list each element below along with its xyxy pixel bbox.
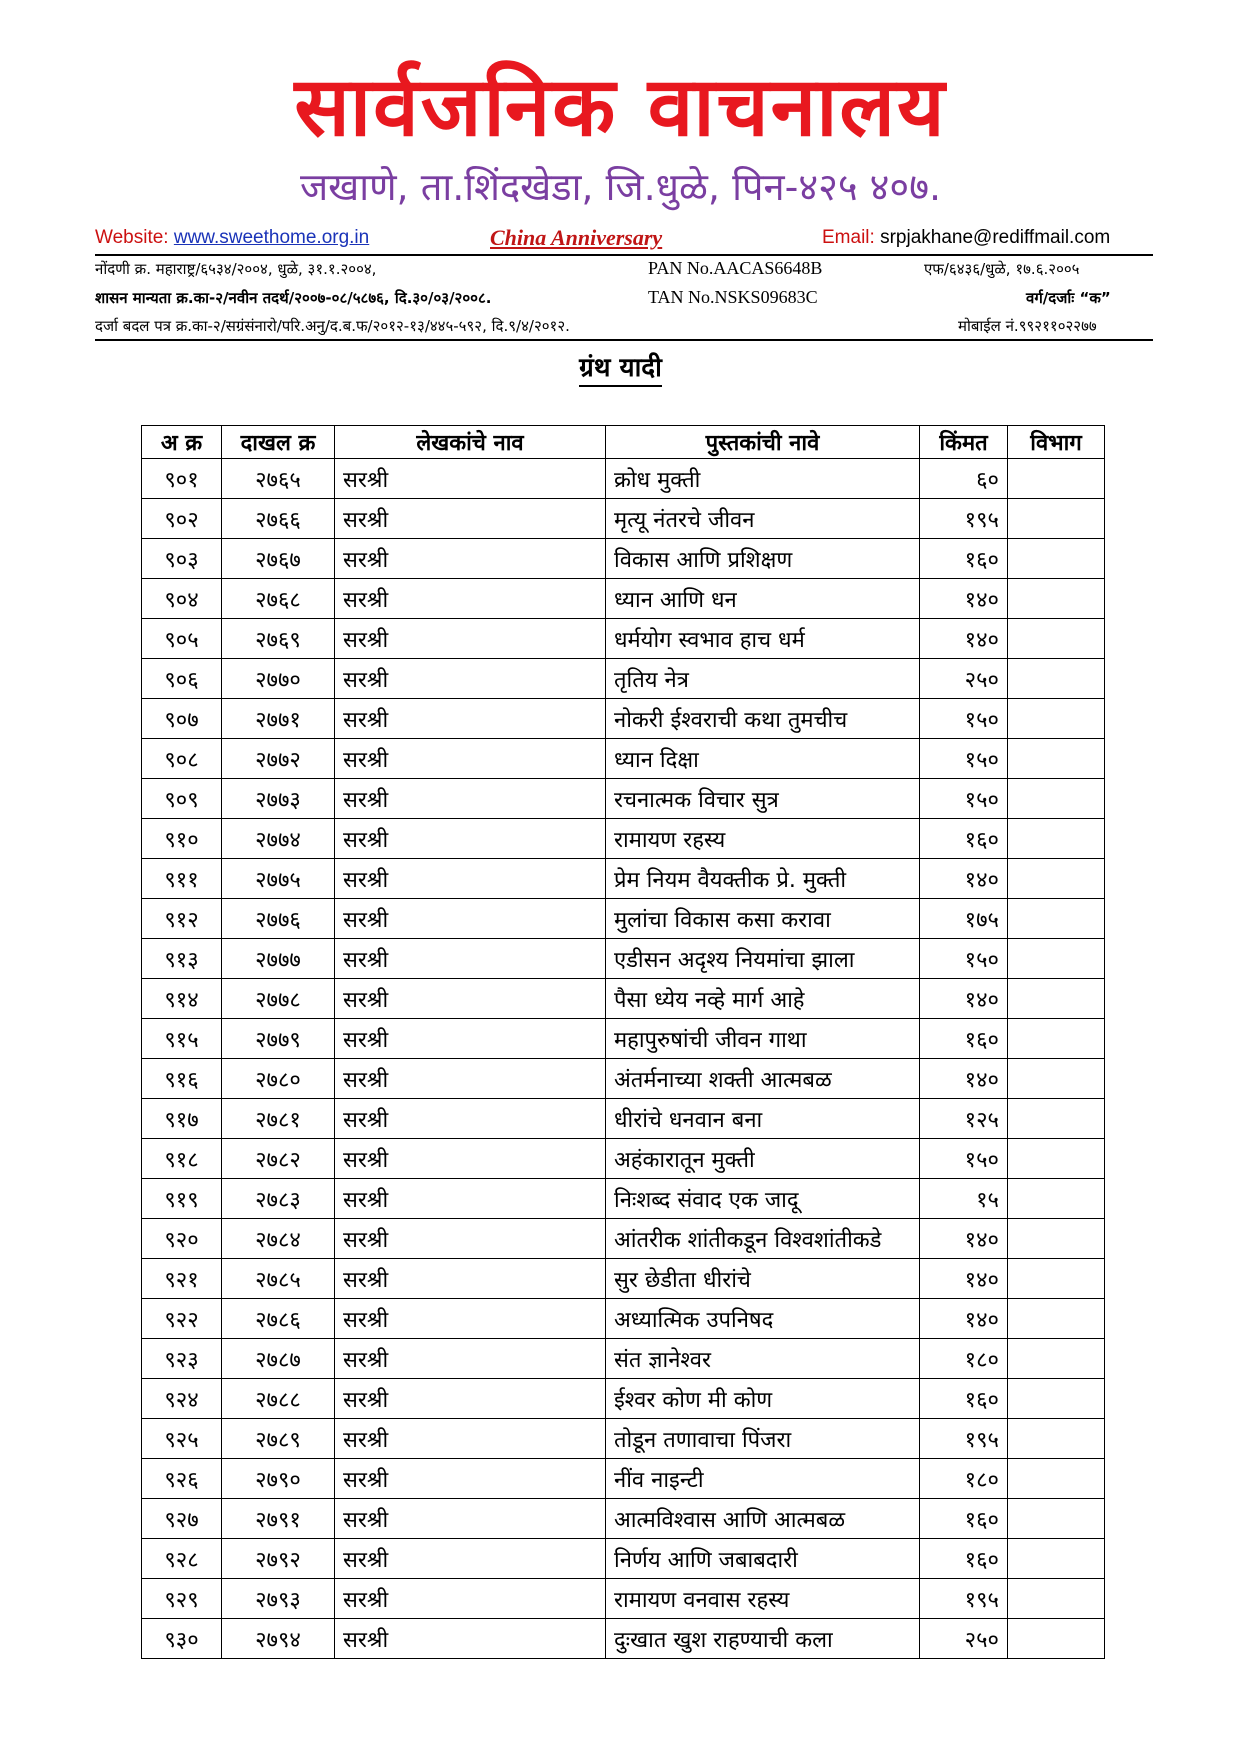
- registration-date-ref: एफ/६४३६/धुळे, १७.६.२००५: [924, 260, 1080, 278]
- cell-book-title: संत ज्ञानेश्वर: [606, 1339, 920, 1379]
- table-row: [142, 1219, 1105, 1259]
- cell-accession: २७६६: [222, 499, 335, 539]
- cell-accession: २७७८: [222, 979, 335, 1019]
- cell-serial: ९२६: [142, 1459, 222, 1499]
- cell-serial: ९२५: [142, 1419, 222, 1459]
- cell-accession: २७९०: [222, 1459, 335, 1499]
- cell-section: [1008, 659, 1105, 699]
- cell-serial: ९०५: [142, 619, 222, 659]
- email-label: Email:: [822, 227, 875, 248]
- cell-serial: ९०६: [142, 659, 222, 699]
- cell-section: [1008, 619, 1105, 659]
- pan-number: PAN No.AACAS6648B: [648, 258, 823, 278]
- table-row: [142, 739, 1105, 779]
- table-row: [142, 1019, 1105, 1059]
- cell-section: [1008, 899, 1105, 939]
- table-body: [142, 459, 1105, 1659]
- cell-section: [1008, 1019, 1105, 1059]
- cell-section: [1008, 939, 1105, 979]
- col-header-accession: दाखल क्र: [222, 426, 335, 459]
- mobile-number: मोबाईल नं.९९२११०२२७७: [958, 317, 1097, 335]
- cell-serial: ९२३: [142, 1339, 222, 1379]
- cell-book-title: रचनात्मक विचार सुत्र: [606, 779, 920, 819]
- cell-price: १९५: [920, 499, 1008, 539]
- cell-author: सरश्री: [335, 939, 606, 979]
- cell-section: [1008, 819, 1105, 859]
- cell-author: सरश्री: [335, 1259, 606, 1299]
- cell-book-title: एडीसन अदृश्य नियमांचा झाला: [606, 939, 920, 979]
- cell-serial: ९१८: [142, 1139, 222, 1179]
- book-list-table: [141, 425, 1105, 1659]
- cell-accession: २७९३: [222, 1579, 335, 1619]
- cell-price: १६०: [920, 1379, 1008, 1419]
- cell-author: सरश्री: [335, 899, 606, 939]
- cell-section: [1008, 1299, 1105, 1339]
- cell-book-title: आंतरीक शांतीकडून विश्वशांतीकडे: [606, 1219, 920, 1259]
- table-row: [142, 1179, 1105, 1219]
- cell-serial: ९०२: [142, 499, 222, 539]
- cell-section: [1008, 499, 1105, 539]
- cell-serial: ९२७: [142, 1499, 222, 1539]
- cell-section: [1008, 1499, 1105, 1539]
- cell-book-title: मृत्यू नंतरचे जीवन: [606, 499, 920, 539]
- cell-book-title: महापुरुषांची जीवन गाथा: [606, 1019, 920, 1059]
- cell-accession: २७७४: [222, 819, 335, 859]
- cell-serial: ९१७: [142, 1099, 222, 1139]
- cell-price: २५०: [920, 659, 1008, 699]
- cell-section: [1008, 1059, 1105, 1099]
- book-list-heading-text: ग्रंथ यादी: [579, 353, 662, 387]
- col-header-serial: अ क्र: [142, 426, 222, 459]
- cell-author: सरश्री: [335, 1619, 606, 1659]
- cell-accession: २७८६: [222, 1299, 335, 1339]
- cell-section: [1008, 1619, 1105, 1659]
- cell-section: [1008, 1139, 1105, 1179]
- cell-accession: २७८५: [222, 1259, 335, 1299]
- cell-author: सरश्री: [335, 579, 606, 619]
- cell-section: [1008, 1379, 1105, 1419]
- email-block: [822, 226, 1110, 250]
- cell-author: सरश्री: [335, 979, 606, 1019]
- cell-author: सरश्री: [335, 1419, 606, 1459]
- cell-author: सरश्री: [335, 1299, 606, 1339]
- table-row: [142, 1459, 1105, 1499]
- cell-serial: ९१०: [142, 819, 222, 859]
- col-header-price: किंमत: [920, 426, 1008, 459]
- cell-price: १८०: [920, 1339, 1008, 1379]
- cell-book-title: पैसा ध्येय नव्हे मार्ग आहे: [606, 979, 920, 1019]
- website-link[interactable]: www.sweethome.org.in: [173, 227, 370, 248]
- cell-author: सरश्री: [335, 1379, 606, 1419]
- cell-section: [1008, 699, 1105, 739]
- cell-serial: ९१५: [142, 1019, 222, 1059]
- cell-price: १४०: [920, 1299, 1008, 1339]
- cell-accession: २७७१: [222, 699, 335, 739]
- cell-accession: २७७२: [222, 739, 335, 779]
- cell-serial: ९१६: [142, 1059, 222, 1099]
- cell-book-title: तृतिय नेत्र: [606, 659, 920, 699]
- cell-accession: २७८०: [222, 1059, 335, 1099]
- cell-serial: ९२२: [142, 1299, 222, 1339]
- cell-accession: २७९१: [222, 1499, 335, 1539]
- table-row: [142, 1379, 1105, 1419]
- cell-serial: ९२९: [142, 1579, 222, 1619]
- cell-author: सरश्री: [335, 1219, 606, 1259]
- cell-book-title: रामायण रहस्य: [606, 819, 920, 859]
- cell-accession: २७८२: [222, 1139, 335, 1179]
- cell-accession: २७७०: [222, 659, 335, 699]
- book-list-heading: [0, 350, 1241, 386]
- cell-accession: २७७३: [222, 779, 335, 819]
- cell-price: १६०: [920, 819, 1008, 859]
- cell-author: सरश्री: [335, 739, 606, 779]
- cell-price: १४०: [920, 1059, 1008, 1099]
- cell-serial: ९०९: [142, 779, 222, 819]
- cell-author: सरश्री: [335, 1139, 606, 1179]
- col-header-author: लेखकांचे नाव: [335, 426, 606, 459]
- cell-accession: २७७६: [222, 899, 335, 939]
- cell-book-title: तोडून तणावाचा पिंजरा: [606, 1419, 920, 1459]
- cell-book-title: अहंकारातून मुक्ती: [606, 1139, 920, 1179]
- cell-book-title: धीरांचे धनवान बना: [606, 1099, 920, 1139]
- cell-author: सरश्री: [335, 1579, 606, 1619]
- cell-price: १५०: [920, 699, 1008, 739]
- cell-book-title: क्रोध मुक्ती: [606, 459, 920, 499]
- cell-author: सरश्री: [335, 1099, 606, 1139]
- cell-book-title: ध्यान आणि धन: [606, 579, 920, 619]
- cell-book-title: प्रेम नियम वैयक्तीक प्रे. मुक्ती: [606, 859, 920, 899]
- cell-serial: ९१३: [142, 939, 222, 979]
- cell-section: [1008, 1219, 1105, 1259]
- cell-book-title: निःशब्द संवाद एक जादू: [606, 1179, 920, 1219]
- cell-book-title: नींव नाइन्टी: [606, 1459, 920, 1499]
- table-row: [142, 539, 1105, 579]
- cell-section: [1008, 739, 1105, 779]
- table-row: [142, 1299, 1105, 1339]
- cell-accession: २७७५: [222, 859, 335, 899]
- cell-section: [1008, 1339, 1105, 1379]
- table-row: [142, 899, 1105, 939]
- table-row: [142, 859, 1105, 899]
- cell-serial: ९२८: [142, 1539, 222, 1579]
- cell-accession: २७८३: [222, 1179, 335, 1219]
- bottom-divider: [95, 339, 1153, 341]
- table-row: [142, 1419, 1105, 1459]
- cell-serial: ९२४: [142, 1379, 222, 1419]
- cell-section: [1008, 1459, 1105, 1499]
- anniversary-text: China Anniversary: [490, 225, 663, 250]
- cell-serial: ९०८: [142, 739, 222, 779]
- cell-author: सरश्री: [335, 859, 606, 899]
- cell-author: सरश्री: [335, 1539, 606, 1579]
- cell-accession: २७७७: [222, 939, 335, 979]
- cell-book-title: अध्यात्मिक उपनिषद: [606, 1299, 920, 1339]
- table-row: [142, 659, 1105, 699]
- col-header-section: विभाग: [1008, 426, 1105, 459]
- cell-section: [1008, 1179, 1105, 1219]
- cell-accession: २७८४: [222, 1219, 335, 1259]
- cell-price: १४०: [920, 859, 1008, 899]
- cell-author: सरश्री: [335, 499, 606, 539]
- website-block: [95, 226, 369, 250]
- cell-price: १५०: [920, 939, 1008, 979]
- library-title: सार्वजनिक वाचनालय: [294, 60, 947, 155]
- cell-accession: २७९२: [222, 1539, 335, 1579]
- col-header-book: पुस्तकांची नावे: [606, 426, 920, 459]
- cell-author: सरश्री: [335, 819, 606, 859]
- cell-section: [1008, 979, 1105, 1019]
- cell-serial: ९३०: [142, 1619, 222, 1659]
- cell-price: २५०: [920, 1619, 1008, 1659]
- cell-author: सरश्री: [335, 699, 606, 739]
- table-row: [142, 499, 1105, 539]
- cell-author: सरश्री: [335, 779, 606, 819]
- cell-price: १६०: [920, 539, 1008, 579]
- cell-author: सरश्री: [335, 1019, 606, 1059]
- cell-book-title: रामायण वनवास रहस्य: [606, 1579, 920, 1619]
- cell-serial: ९२०: [142, 1219, 222, 1259]
- cell-author: सरश्री: [335, 539, 606, 579]
- cell-price: १४०: [920, 1219, 1008, 1259]
- library-address: जखाणे, ता.शिंदखेडा, जि.धुळे, पिन-४२५ ४०७.: [299, 165, 942, 209]
- cell-book-title: अंतर्मनाच्या शक्ती आत्मबळ: [606, 1059, 920, 1099]
- cell-author: सरश्री: [335, 659, 606, 699]
- cell-accession: २७९४: [222, 1619, 335, 1659]
- cell-section: [1008, 459, 1105, 499]
- cell-section: [1008, 1259, 1105, 1299]
- cell-accession: २७८१: [222, 1099, 335, 1139]
- cell-book-title: सुर छेडीता धीरांचे: [606, 1259, 920, 1299]
- cell-section: [1008, 1419, 1105, 1459]
- cell-author: सरश्री: [335, 1179, 606, 1219]
- cell-author: सरश्री: [335, 1499, 606, 1539]
- cell-price: १९५: [920, 1579, 1008, 1619]
- cell-book-title: दुःखात खुश राहण्याची कला: [606, 1619, 920, 1659]
- cell-section: [1008, 539, 1105, 579]
- top-divider: [95, 254, 1153, 256]
- cell-book-title: नोकरी ईश्वराची कथा तुमचीच: [606, 699, 920, 739]
- table-row: [142, 1059, 1105, 1099]
- cell-price: १४०: [920, 979, 1008, 1019]
- cell-price: १६०: [920, 1539, 1008, 1579]
- table-row: [142, 459, 1105, 499]
- cell-accession: २७८९: [222, 1419, 335, 1459]
- cell-author: सरश्री: [335, 619, 606, 659]
- cell-accession: २७८८: [222, 1379, 335, 1419]
- email-value: srpjakhane@rediffmail.com: [880, 227, 1111, 248]
- cell-serial: ९१९: [142, 1179, 222, 1219]
- cell-serial: ९११: [142, 859, 222, 899]
- tan-number: TAN No.NSKS09683C: [648, 287, 818, 307]
- cell-price: १४०: [920, 579, 1008, 619]
- cell-serial: ९०४: [142, 579, 222, 619]
- cell-price: १४०: [920, 619, 1008, 659]
- table-row: [142, 979, 1105, 1019]
- grade-change-letter: दर्जा बदल पत्र क्र.का-२/सग्रंसंनारो/परि.अनु/द.ब.फ/२०१२-१३/४४५-५९२, दि.९/४/२०१२.: [95, 317, 570, 335]
- cell-price: १९५: [920, 1419, 1008, 1459]
- table-row: [142, 1139, 1105, 1179]
- cell-author: सरश्री: [335, 1059, 606, 1099]
- cell-serial: ९२१: [142, 1259, 222, 1299]
- cell-serial: ९१२: [142, 899, 222, 939]
- govt-recognition: शासन मान्यता क्र.का-२/नवीन तदर्थ/२००७-०८/५८७६, दि.३०/०३/२००८.: [95, 289, 492, 307]
- table-row: [142, 779, 1105, 819]
- website-label: Website:: [95, 227, 169, 248]
- table-row: [142, 1539, 1105, 1579]
- cell-section: [1008, 579, 1105, 619]
- cell-accession: २७७९: [222, 1019, 335, 1059]
- cell-book-title: मुलांचा विकास कसा करावा: [606, 899, 920, 939]
- cell-accession: २७६८: [222, 579, 335, 619]
- cell-price: १४०: [920, 1259, 1008, 1299]
- cell-book-title: निर्णय आणि जबाबदारी: [606, 1539, 920, 1579]
- cell-price: १७५: [920, 899, 1008, 939]
- table-row: [142, 699, 1105, 739]
- cell-author: सरश्री: [335, 1459, 606, 1499]
- cell-serial: ९१४: [142, 979, 222, 1019]
- cell-accession: २७६७: [222, 539, 335, 579]
- cell-section: [1008, 779, 1105, 819]
- cell-price: १६०: [920, 1499, 1008, 1539]
- cell-price: ६०: [920, 459, 1008, 499]
- grade-class: वर्ग/दर्जाः “क”: [1026, 289, 1111, 307]
- table-row: [142, 1619, 1105, 1659]
- cell-price: १५०: [920, 739, 1008, 779]
- table-header-row: [142, 426, 1105, 459]
- cell-book-title: धर्मयोग स्वभाव हाच धर्म: [606, 619, 920, 659]
- table-row: [142, 1579, 1105, 1619]
- cell-price: १२५: [920, 1099, 1008, 1139]
- registration-number: नोंदणी क्र. महाराष्ट्र/६५३४/२००४, धुळे, ३१.१.२००४,: [95, 260, 377, 278]
- cell-price: १५०: [920, 779, 1008, 819]
- table-row: [142, 1339, 1105, 1379]
- cell-book-title: ईश्वर कोण मी कोण: [606, 1379, 920, 1419]
- cell-serial: ९०३: [142, 539, 222, 579]
- table-row: [142, 579, 1105, 619]
- cell-section: [1008, 1539, 1105, 1579]
- table-row: [142, 1259, 1105, 1299]
- cell-serial: ९०७: [142, 699, 222, 739]
- cell-author: सरश्री: [335, 1339, 606, 1379]
- cell-price: १८०: [920, 1459, 1008, 1499]
- cell-accession: २७८७: [222, 1339, 335, 1379]
- cell-price: १६०: [920, 1019, 1008, 1059]
- cell-book-title: विकास आणि प्रशिक्षण: [606, 539, 920, 579]
- cell-serial: ९०१: [142, 459, 222, 499]
- cell-book-title: ध्यान दिक्षा: [606, 739, 920, 779]
- cell-section: [1008, 1099, 1105, 1139]
- cell-price: १५०: [920, 1139, 1008, 1179]
- table-row: [142, 1499, 1105, 1539]
- table-row: [142, 939, 1105, 979]
- cell-price: १५: [920, 1179, 1008, 1219]
- cell-author: सरश्री: [335, 459, 606, 499]
- table-row: [142, 619, 1105, 659]
- cell-book-title: आत्मविश्वास आणि आत्मबळ: [606, 1499, 920, 1539]
- table-row: [142, 1099, 1105, 1139]
- cell-accession: २७६९: [222, 619, 335, 659]
- cell-accession: २७६५: [222, 459, 335, 499]
- cell-section: [1008, 859, 1105, 899]
- cell-section: [1008, 1579, 1105, 1619]
- table-row: [142, 819, 1105, 859]
